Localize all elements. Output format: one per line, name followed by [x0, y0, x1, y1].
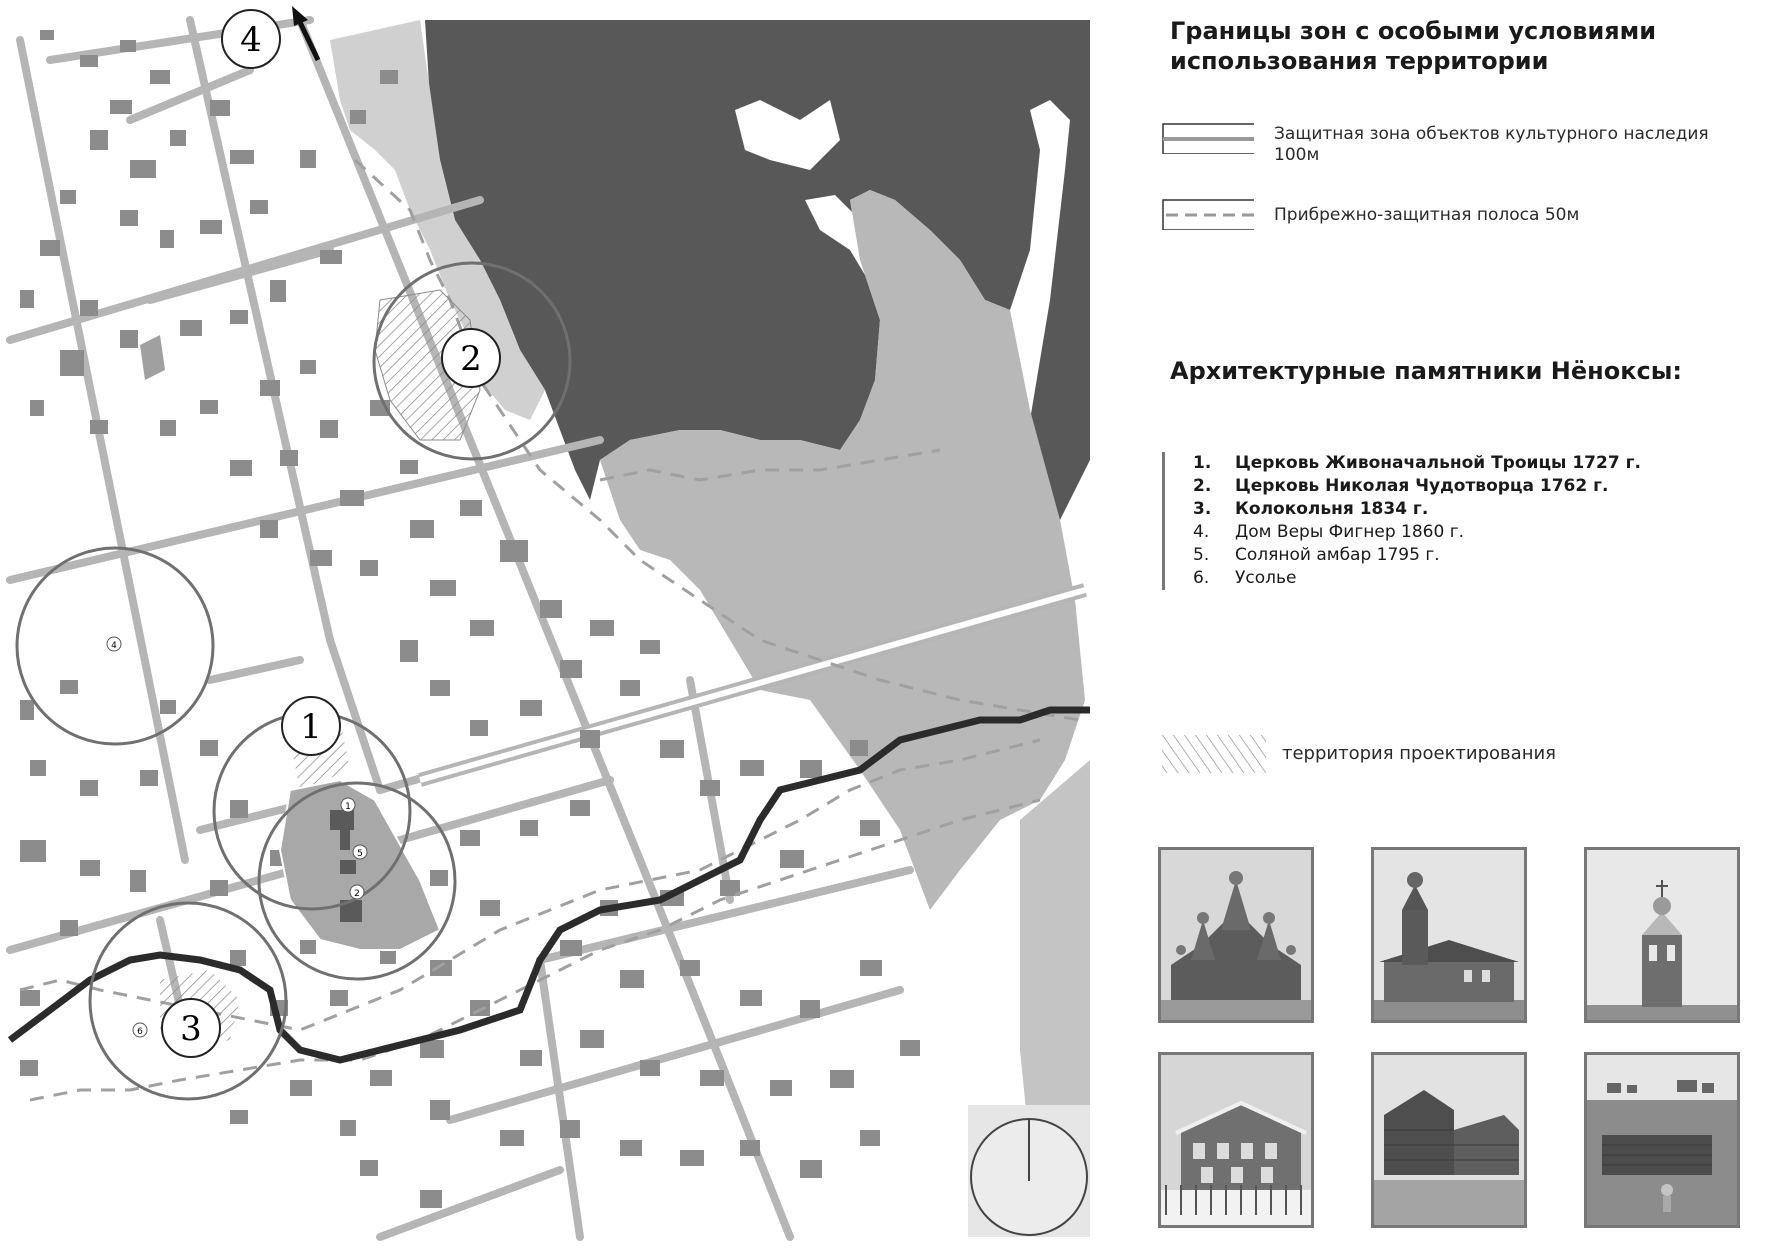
monument-name: Церковь Живоначальной Троицы 1727 г. [1235, 453, 1641, 473]
monument-list [1162, 452, 1753, 590]
monument-num: 6. [1193, 568, 1210, 588]
monument-num: 2. [1193, 476, 1212, 496]
monument-name: Церковь Николая Чудотворца 1762 г. [1235, 476, 1609, 496]
zone-marker-1: 1 [300, 707, 322, 747]
zone-marker-3: 3 [180, 1009, 202, 1049]
double-line-icon [1162, 122, 1254, 154]
monument-num: 1. [1193, 453, 1212, 473]
monument-name: Усолье [1235, 568, 1297, 588]
zones-title: Границы зон с особыми условиями использования территории [1170, 17, 1657, 75]
trinity-church-photo[interactable] [1158, 847, 1314, 1023]
monument-item [1193, 521, 1753, 544]
monument-item [1193, 544, 1753, 567]
compass-icon [968, 1105, 1090, 1237]
figner-house-photo[interactable] [1158, 1052, 1314, 1228]
monument-marker-2: 2 [354, 889, 360, 899]
legend-item-heritage-zone [1160, 122, 1780, 165]
legend-label-heritage-zone: Защитная зона объектов культурного наследия 100м [1274, 124, 1709, 165]
monument-num: 5. [1193, 545, 1210, 565]
dashed-line-icon [1162, 198, 1254, 230]
monument-num: 3. [1193, 499, 1212, 519]
monument-name: Соляной амбар 1795 г. [1235, 545, 1440, 565]
monument-item [1193, 452, 1753, 475]
monument-item [1193, 498, 1753, 521]
salt-barn-photo[interactable] [1371, 1052, 1527, 1228]
hatch-pattern-icon [1162, 735, 1268, 775]
zone-marker-2: 2 [460, 339, 482, 379]
monument-marker-6: 6 [137, 1027, 143, 1037]
monument-marker-1: 1 [345, 802, 351, 812]
st-nicholas-church-photo[interactable] [1371, 847, 1527, 1023]
legend-item-design-area [1160, 735, 1780, 775]
legend-label-design-area: территория проектирования [1282, 743, 1556, 764]
monument-num: 4. [1193, 522, 1210, 542]
legend-item-shore-zone [1160, 198, 1780, 238]
zone-marker-4: 4 [240, 20, 262, 60]
legend-panel [1160, 0, 1786, 1245]
bell-tower-photo[interactable] [1584, 847, 1740, 1023]
monument-item [1193, 567, 1753, 590]
monument-item [1193, 475, 1753, 498]
monument-name: Колокольня 1834 г. [1235, 499, 1429, 519]
legend-label-shore-zone: Прибрежно-защитная полоса 50м [1274, 205, 1580, 225]
monument-marker-4: 4 [111, 641, 117, 651]
monuments-title: Архитектурные памятники Нёноксы: [1170, 357, 1683, 385]
monument-name: Дом Веры Фигнер 1860 г. [1235, 522, 1465, 542]
usolye-photo[interactable] [1584, 1052, 1740, 1228]
monument-marker-5: 5 [357, 849, 363, 859]
